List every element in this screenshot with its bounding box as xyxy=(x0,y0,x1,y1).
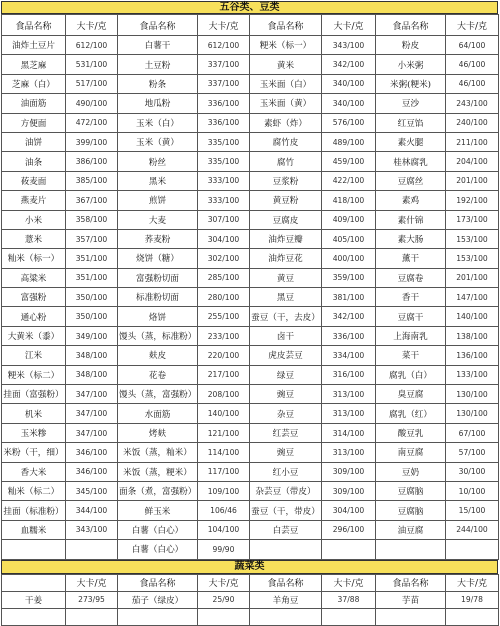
food-name-cell: 籼米（标一） xyxy=(2,249,66,268)
calorie-cell: 201/100 xyxy=(446,171,499,190)
food-name-cell: 玉米糁 xyxy=(2,423,66,442)
food-name-cell: 玉米面（白） xyxy=(250,74,322,93)
food-name-cell: 面条（煮，富强粉） xyxy=(118,481,198,500)
food-name-cell: 油面筋 xyxy=(2,94,66,113)
veg-table xyxy=(1,574,499,626)
food-name-cell: 素虾（炸） xyxy=(250,113,322,132)
food-name-cell: 油条 xyxy=(2,152,66,171)
food-name-cell: 臭豆腐 xyxy=(376,385,446,404)
table-row xyxy=(2,268,499,287)
calorie-cell: 347/100 xyxy=(66,385,118,404)
food-name-cell: 米粉（干，细） xyxy=(2,443,66,462)
table-row xyxy=(2,608,499,625)
veg-section-title: 蔬菜类 xyxy=(1,560,498,574)
table-row xyxy=(2,171,499,190)
calorie-cell: 344/100 xyxy=(66,501,118,520)
table-row xyxy=(2,501,499,520)
header-cell-empty xyxy=(2,574,66,591)
calorie-cell: 67/100 xyxy=(446,423,499,442)
calorie-cell: 10/100 xyxy=(446,481,499,500)
food-name-cell: 馒头（蒸，富强粉） xyxy=(118,385,198,404)
header-cell: 大卡/克 xyxy=(322,574,376,591)
calorie-cell: 153/100 xyxy=(446,249,499,268)
food-name-cell: 地瓜粉 xyxy=(118,94,198,113)
calorie-cell: 296/100 xyxy=(322,520,376,539)
calorie-cell: 136/100 xyxy=(446,346,499,365)
calorie-cell: 173/100 xyxy=(446,210,499,229)
food-name-cell: 籼米（标二） xyxy=(2,481,66,500)
food-name-cell: 烙饼 xyxy=(118,307,198,326)
calorie-cell: 46/100 xyxy=(446,74,499,93)
food-name-cell: 酸豆乳 xyxy=(376,423,446,442)
food-name-cell: 黄豆 xyxy=(250,268,322,287)
table-row xyxy=(2,152,499,171)
calorie-cell: 346/100 xyxy=(66,443,118,462)
table-row xyxy=(2,249,499,268)
food-name-cell: 桂林腐乳 xyxy=(376,152,446,171)
food-name-cell: 粉皮 xyxy=(376,36,446,55)
grain-table xyxy=(1,14,499,560)
table-row xyxy=(2,346,499,365)
calorie-cell: 304/100 xyxy=(198,229,250,248)
table-row xyxy=(2,423,499,442)
food-name-cell: 米饭（蒸，粳米） xyxy=(118,462,198,481)
food-name-cell: 馒头（蒸，标准粉） xyxy=(118,326,198,345)
food-name-cell: 卤干 xyxy=(250,326,322,345)
calorie-cell: 349/100 xyxy=(66,326,118,345)
food-name-cell: 米粥(粳米) xyxy=(376,74,446,93)
calorie-cell: 350/100 xyxy=(66,307,118,326)
food-name-cell: 豌豆 xyxy=(250,443,322,462)
calorie-cell: 316/100 xyxy=(322,365,376,384)
table-row xyxy=(2,404,499,423)
calorie-cell: 309/100 xyxy=(322,481,376,500)
calorie-cell: 285/100 xyxy=(198,268,250,287)
food-name-cell: 上海南乳 xyxy=(376,326,446,345)
calorie-cell: 340/100 xyxy=(322,74,376,93)
calorie-cell: 358/100 xyxy=(66,210,118,229)
calorie-cell: 343/100 xyxy=(322,36,376,55)
calorie-cell: 336/100 xyxy=(322,326,376,345)
food-name-cell: 豆腐脑 xyxy=(376,501,446,520)
calorie-cell: 418/100 xyxy=(322,191,376,210)
calorie-cell: 273/95 xyxy=(66,591,118,608)
food-name-cell xyxy=(250,540,322,559)
food-name-cell xyxy=(250,608,322,625)
food-name-cell: 白薯（白心） xyxy=(118,520,198,539)
table-row xyxy=(2,132,499,151)
table-row xyxy=(2,113,499,132)
calorie-cell: 243/100 xyxy=(446,94,499,113)
calorie-sheet xyxy=(1,1,498,606)
calorie-cell: 138/100 xyxy=(446,326,499,345)
food-name-cell: 通心粉 xyxy=(2,307,66,326)
food-name-cell: 大麦 xyxy=(118,210,198,229)
table-row xyxy=(2,55,499,74)
calorie-cell: 359/100 xyxy=(322,268,376,287)
calorie-cell: 386/100 xyxy=(66,152,118,171)
table-row xyxy=(2,307,499,326)
food-name-cell: 素大肠 xyxy=(376,229,446,248)
food-name-cell: 绿豆 xyxy=(250,365,322,384)
header-row xyxy=(2,574,499,591)
calorie-cell: 517/100 xyxy=(66,74,118,93)
food-name-cell: 油炸豆花 xyxy=(250,249,322,268)
calorie-cell: 489/100 xyxy=(322,132,376,151)
food-name-cell: 豆腐脑 xyxy=(376,481,446,500)
calorie-cell: 130/100 xyxy=(446,385,499,404)
food-name-cell: 素什锦 xyxy=(376,210,446,229)
calorie-cell: 99/90 xyxy=(198,540,250,559)
calorie-cell: 153/100 xyxy=(446,229,499,248)
calorie-cell: 104/100 xyxy=(198,520,250,539)
calorie-cell: 381/100 xyxy=(322,288,376,307)
food-name-cell: 高粱米 xyxy=(2,268,66,287)
food-name-cell: 粉条 xyxy=(118,74,198,93)
calorie-cell: 307/100 xyxy=(198,210,250,229)
food-name-cell: 腐竹皮 xyxy=(250,132,322,151)
grain-section-title: 五谷类、豆类 xyxy=(1,1,498,14)
food-name-cell: 黑芝麻 xyxy=(2,55,66,74)
food-name-cell: 白芸豆 xyxy=(250,520,322,539)
table-row xyxy=(2,210,499,229)
food-name-cell: 玉米（白） xyxy=(118,113,198,132)
header-cell: 食品名称 xyxy=(118,15,198,36)
calorie-cell: 333/100 xyxy=(198,191,250,210)
food-name-cell xyxy=(376,540,446,559)
food-name-cell: 大黄米（黍） xyxy=(2,326,66,345)
calorie-cell: 140/100 xyxy=(198,404,250,423)
food-name-cell: 烧饼（糖） xyxy=(118,249,198,268)
calorie-cell: 342/100 xyxy=(322,307,376,326)
food-name-cell: 芝麻（白） xyxy=(2,74,66,93)
food-name-cell xyxy=(376,608,446,625)
calorie-cell: 117/100 xyxy=(198,462,250,481)
food-name-cell: 血糯米 xyxy=(2,520,66,539)
calorie-cell: 192/100 xyxy=(446,191,499,210)
food-name-cell: 富强粉 xyxy=(2,288,66,307)
calorie-cell: 313/100 xyxy=(322,443,376,462)
calorie-cell: 280/100 xyxy=(198,288,250,307)
calorie-cell xyxy=(66,608,118,625)
food-name-cell: 土豆粉 xyxy=(118,55,198,74)
food-name-cell: 江米 xyxy=(2,346,66,365)
calorie-cell: 147/100 xyxy=(446,288,499,307)
food-name-cell: 虎皮芸豆 xyxy=(250,346,322,365)
table-row xyxy=(2,462,499,481)
calorie-cell: 313/100 xyxy=(322,404,376,423)
table-row xyxy=(2,481,499,500)
header-cell: 食品名称 xyxy=(250,574,322,591)
calorie-cell: 114/100 xyxy=(198,443,250,462)
food-name-cell: 红小豆 xyxy=(250,462,322,481)
food-name-cell xyxy=(2,540,66,559)
food-name-cell: 豆腐丝 xyxy=(376,171,446,190)
calorie-cell: 208/100 xyxy=(198,385,250,404)
table-row xyxy=(2,385,499,404)
food-name-cell: 玉米面（黄） xyxy=(250,94,322,113)
food-name-cell: 荞麦粉 xyxy=(118,229,198,248)
food-name-cell: 蚕豆（干，带皮） xyxy=(250,501,322,520)
calorie-cell: 405/100 xyxy=(322,229,376,248)
calorie-cell: 25/90 xyxy=(198,591,250,608)
calorie-cell: 612/100 xyxy=(66,36,118,55)
calorie-cell: 612/100 xyxy=(198,36,250,55)
food-name-cell: 腐竹 xyxy=(250,152,322,171)
calorie-cell: 211/100 xyxy=(446,132,499,151)
food-name-cell: 粳米（标二） xyxy=(2,365,66,384)
food-name-cell: 油饼 xyxy=(2,132,66,151)
food-name-cell: 香大米 xyxy=(2,462,66,481)
food-name-cell: 菜干 xyxy=(376,346,446,365)
table-row xyxy=(2,520,499,539)
calorie-cell: 64/100 xyxy=(446,36,499,55)
food-name-cell: 薏米 xyxy=(2,229,66,248)
calorie-cell: 346/100 xyxy=(66,462,118,481)
food-name-cell: 标准粉切面 xyxy=(118,288,198,307)
food-name-cell: 干姜 xyxy=(2,591,66,608)
calorie-cell xyxy=(66,540,118,559)
table-row xyxy=(2,36,499,55)
header-cell: 大卡/克 xyxy=(446,574,499,591)
calorie-cell: 343/100 xyxy=(66,520,118,539)
calorie-cell: 351/100 xyxy=(66,268,118,287)
food-name-cell: 小米 xyxy=(2,210,66,229)
calorie-cell: 490/100 xyxy=(66,94,118,113)
header-cell: 大卡/克 xyxy=(66,15,118,36)
calorie-cell xyxy=(446,608,499,625)
food-name-cell: 油炸土豆片 xyxy=(2,36,66,55)
calorie-cell: 130/100 xyxy=(446,404,499,423)
food-name-cell: 蚕豆（干，去皮） xyxy=(250,307,322,326)
calorie-cell: 121/100 xyxy=(198,423,250,442)
header-row xyxy=(2,15,499,36)
calorie-cell: 531/100 xyxy=(66,55,118,74)
header-cell: 大卡/克 xyxy=(322,15,376,36)
food-name-cell: 黄米 xyxy=(250,55,322,74)
calorie-cell: 348/100 xyxy=(66,346,118,365)
food-name-cell: 香干 xyxy=(376,288,446,307)
food-name-cell: 豌豆 xyxy=(250,385,322,404)
food-name-cell: 燕麦片 xyxy=(2,191,66,210)
calorie-cell: 240/100 xyxy=(446,113,499,132)
calorie-cell: 30/100 xyxy=(446,462,499,481)
calorie-cell: 385/100 xyxy=(66,171,118,190)
food-name-cell: 羊角豆 xyxy=(250,591,322,608)
calorie-cell: 255/100 xyxy=(198,307,250,326)
food-name-cell: 茄子（绿皮） xyxy=(118,591,198,608)
food-name-cell: 水面筋 xyxy=(118,404,198,423)
calorie-cell: 140/100 xyxy=(446,307,499,326)
calorie-cell xyxy=(322,608,376,625)
calorie-cell: 422/100 xyxy=(322,171,376,190)
table-row xyxy=(2,443,499,462)
calorie-cell: 348/100 xyxy=(66,365,118,384)
food-name-cell: 花卷 xyxy=(118,365,198,384)
calorie-cell: 314/100 xyxy=(322,423,376,442)
calorie-cell: 350/100 xyxy=(66,288,118,307)
food-name-cell: 鲜玉米 xyxy=(118,501,198,520)
calorie-cell: 233/100 xyxy=(198,326,250,345)
food-name-cell: 豆腐卷 xyxy=(376,268,446,287)
calorie-cell: 302/100 xyxy=(198,249,250,268)
food-name-cell: 油豆腐 xyxy=(376,520,446,539)
calorie-cell: 133/100 xyxy=(446,365,499,384)
food-name-cell: 红豆馅 xyxy=(376,113,446,132)
calorie-cell: 309/100 xyxy=(322,462,376,481)
food-name-cell: 玉米（黄） xyxy=(118,132,198,151)
table-row xyxy=(2,540,499,559)
header-cell: 食品名称 xyxy=(118,574,198,591)
calorie-cell: 351/100 xyxy=(66,249,118,268)
food-name-cell: 豆浆粉 xyxy=(250,171,322,190)
calorie-cell: 342/100 xyxy=(322,55,376,74)
food-name-cell: 粳米（标一） xyxy=(250,36,322,55)
table-row xyxy=(2,229,499,248)
calorie-cell: 335/100 xyxy=(198,152,250,171)
calorie-cell: 347/100 xyxy=(66,404,118,423)
calorie-cell: 459/100 xyxy=(322,152,376,171)
food-name-cell: 黄豆粉 xyxy=(250,191,322,210)
food-name-cell: 米饭（蒸，籼米） xyxy=(118,443,198,462)
calorie-cell: 19/78 xyxy=(446,591,499,608)
header-cell: 食品名称 xyxy=(376,15,446,36)
calorie-cell: 367/100 xyxy=(66,191,118,210)
header-cell: 食品名称 xyxy=(250,15,322,36)
table-row xyxy=(2,288,499,307)
header-cell: 大卡/克 xyxy=(198,574,250,591)
header-cell: 大卡/克 xyxy=(66,574,118,591)
calorie-cell: 347/100 xyxy=(66,423,118,442)
calorie-cell xyxy=(446,540,499,559)
calorie-cell: 340/100 xyxy=(322,94,376,113)
food-name-cell: 芋苗 xyxy=(376,591,446,608)
calorie-cell: 336/100 xyxy=(198,94,250,113)
food-name-cell: 粉丝 xyxy=(118,152,198,171)
food-name-cell: 南豆腐 xyxy=(376,443,446,462)
calorie-cell: 217/100 xyxy=(198,365,250,384)
food-name-cell: 腐乳（白） xyxy=(376,365,446,384)
calorie-cell: 220/100 xyxy=(198,346,250,365)
calorie-cell: 337/100 xyxy=(198,55,250,74)
calorie-cell: 204/100 xyxy=(446,152,499,171)
food-name-cell: 杂芸豆（带皮） xyxy=(250,481,322,500)
food-name-cell: 红芸豆 xyxy=(250,423,322,442)
calorie-cell: 304/100 xyxy=(322,501,376,520)
food-name-cell: 白薯（白心） xyxy=(118,540,198,559)
calorie-cell: 357/100 xyxy=(66,229,118,248)
table-row xyxy=(2,191,499,210)
food-name-cell: 黑豆 xyxy=(250,288,322,307)
food-name-cell: 机米 xyxy=(2,404,66,423)
calorie-cell: 201/100 xyxy=(446,268,499,287)
food-name-cell: 黑米 xyxy=(118,171,198,190)
food-name-cell: 杂豆 xyxy=(250,404,322,423)
food-name-cell: 豆腐皮 xyxy=(250,210,322,229)
table-row xyxy=(2,326,499,345)
calorie-cell: 46/100 xyxy=(446,55,499,74)
food-name-cell: 小米粥 xyxy=(376,55,446,74)
food-name-cell: 薰干 xyxy=(376,249,446,268)
food-name-cell: 油炸豆瓣 xyxy=(250,229,322,248)
calorie-cell: 37/88 xyxy=(322,591,376,608)
calorie-cell: 337/100 xyxy=(198,74,250,93)
food-name-cell: 素鸡 xyxy=(376,191,446,210)
food-name-cell: 富强粉切面 xyxy=(118,268,198,287)
table-row xyxy=(2,591,499,608)
food-name-cell: 煎饼 xyxy=(118,191,198,210)
calorie-cell: 345/100 xyxy=(66,481,118,500)
calorie-cell: 333/100 xyxy=(198,171,250,190)
table-row xyxy=(2,365,499,384)
table-row xyxy=(2,74,499,93)
food-name-cell: 豆奶 xyxy=(376,462,446,481)
food-name-cell: 腐乳（红） xyxy=(376,404,446,423)
food-name-cell: 方便面 xyxy=(2,113,66,132)
food-name-cell: 挂面（标准粉） xyxy=(2,501,66,520)
calorie-cell xyxy=(322,540,376,559)
calorie-cell: 400/100 xyxy=(322,249,376,268)
calorie-cell: 109/100 xyxy=(198,481,250,500)
food-name-cell: 豆沙 xyxy=(376,94,446,113)
food-name-cell xyxy=(118,608,198,625)
food-name-cell: 烤麸 xyxy=(118,423,198,442)
calorie-cell: 576/100 xyxy=(322,113,376,132)
calorie-cell: 335/100 xyxy=(198,132,250,151)
calorie-cell: 313/100 xyxy=(322,385,376,404)
calorie-cell xyxy=(198,608,250,625)
food-name-cell: 素火腿 xyxy=(376,132,446,151)
calorie-cell: 336/100 xyxy=(198,113,250,132)
calorie-cell: 15/100 xyxy=(446,501,499,520)
food-name-cell: 麸皮 xyxy=(118,346,198,365)
calorie-cell: 399/100 xyxy=(66,132,118,151)
food-name-cell: 莜麦面 xyxy=(2,171,66,190)
food-name-cell: 白薯干 xyxy=(118,36,198,55)
calorie-cell: 334/100 xyxy=(322,346,376,365)
food-name-cell xyxy=(2,608,66,625)
calorie-cell: 244/100 xyxy=(446,520,499,539)
food-name-cell: 挂面（富强粉） xyxy=(2,385,66,404)
calorie-cell: 106/46 xyxy=(198,501,250,520)
food-name-cell: 豆腐干 xyxy=(376,307,446,326)
calorie-cell: 409/100 xyxy=(322,210,376,229)
header-cell: 大卡/克 xyxy=(446,15,499,36)
calorie-cell: 472/100 xyxy=(66,113,118,132)
table-row xyxy=(2,94,499,113)
calorie-cell: 57/100 xyxy=(446,443,499,462)
header-cell: 食品名称 xyxy=(2,15,66,36)
header-cell: 食品名称 xyxy=(376,574,446,591)
header-cell: 大卡/克 xyxy=(198,15,250,36)
